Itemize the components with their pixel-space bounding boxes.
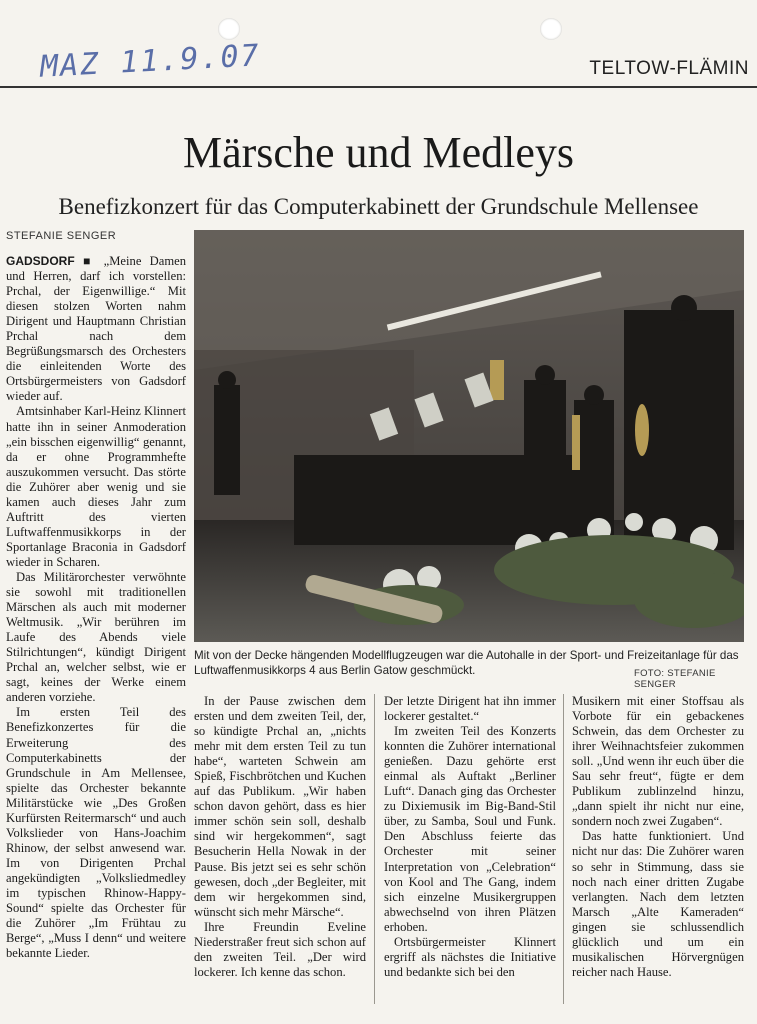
column-divider <box>374 694 375 1004</box>
paragraph: Ihre Freundin Eveline Niederstraßer freut sich schon auf den zweiten Teil. „Der wird lockerer. Ich kenne das schon. <box>194 919 366 979</box>
paragraph: Der letzte Dirigent hat ihn immer lockerer gestaltet.“ <box>384 694 556 724</box>
subheadline: Benefizkonzert für das Computerkabinett der Grundschule Mellensee <box>58 194 699 219</box>
header-rule <box>0 86 757 88</box>
punch-hole <box>218 18 240 40</box>
column-divider <box>563 694 564 1004</box>
paragraph: Ortsbürgermeister Klinnert ergriff als nächstes die Initiative und bedankte sich bei den <box>384 934 556 979</box>
photo-credit: FOTO: STEFANIE SENGER <box>634 668 716 690</box>
text-column-3 <box>384 694 556 980</box>
paragraph: Im ersten Teil des Benefizkonzertes für die Erweiterung des Computerkabinetts der Grundschule in Am Mellensee, spielte das Orchester bekannte Militärstücke wie „Des Großen Kurfürsten Reitermarsch“ und auch Volkslieder von Hans-Joachim Rhinow, der selbst anwesend war. Im von Dirigenten Prchal angekündigten „Volksliedmedley im typischen Rhinow-Happy-Sound“ spielte das Orchester für die Zuhörer „Im Frühtau zu Berge“, „Muss I denn“ und weitere bekannte Lieder. <box>6 705 186 961</box>
paragraph: Das Militärorchester verwöhnte sie sowohl mit traditionellen Märschen als auch mit moderner Weltmusik. „Wir berühren im Laufe des Abends viele Stilrichtungen“, kündigt Dirigent Prchal an, welcher selbst, wie er sagt, keines der Werke einem anderen vorziehe. <box>6 569 186 705</box>
paragraph: GADSDORF ■ „Meine Damen und Herren, darf ich vorstellen: Prchal, der Eigenwillige.“ Mit diesen stolzen Worten nahm Dirigent und Hauptmann Christian Prchal nach dem Begrüßungsmarsch des Orchesters die einleitenden Worte des Ortsbürgermeisters von Gadsdorf wieder auf. <box>6 254 186 404</box>
headline: Märsche und Medleys <box>182 128 574 177</box>
text-column-2 <box>194 694 366 980</box>
paragraph: Im zweiten Teil des Konzerts konnten die Zuhörer international genießen. Dazu gehörte erst einmal als Auftakt „Berliner Luft“. Danach ging das Orchester zu Dixiemusik im Big-Band-Stil über, zu Samba, Soul und Funk. Den Abschluss feierte das Orchester mit seiner Interpretation von „Celebration“ von Kool and The Gang, indem sich einzelne Musikergruppen abwechselnd von ihren Plätzen erhoben. <box>384 724 556 934</box>
concert-photo <box>194 230 744 642</box>
photo-caption: Mit von der Decke hängenden Modellflugzeugen war die Autohalle in der Sport- und Freizeitanlage für das Luftwaffenmusikkorps 4 aus Berlin Gatow geschmückt. <box>194 649 739 677</box>
byline: STEFANIE SENGER <box>6 230 117 242</box>
dateline: GADSDORF ■ <box>6 254 96 268</box>
paragraph: Amtsinhaber Karl-Heinz Klinnert hatte ihn in seiner Anmoderation „ein bisschen eigenwillig“ genannt, da er ohne Programmhefte auszukommen versucht. Das störte die Zuhörer aber wenig und sie kamen auch dieses Jahr zum Auftritt des vierten Luftwaffenmusikkorps in der Sportanlage Braconia in Gadsdorf wieder in Scharen. <box>6 404 186 569</box>
paragraph: In der Pause zwischen dem ersten und dem zweiten Teil, der, so kündigte Prchal an, „nichts mehr mit dem ersten Teil zu tun habe“, warteten Schwein am Spieß, Fischbrötchen und Kuchen auf das Publikum. „Wir haben schon davon gehört, dass es hier immer schön sein soll, deshalb sind wir hergekommen“, sagt Besucherin Hella Nowak in der Pause. Bis jetzt sei es sehr schön gewesen, doch „der Begleiter, mit dem wir hergekommen sind, wünscht sich mehr Märsche“. <box>194 694 366 919</box>
handwritten-note: MAZ 11.9.07 <box>39 38 262 85</box>
section-label: TELTOW-FLÄMIN <box>589 58 749 79</box>
text-column-1 <box>6 254 186 961</box>
paragraph: Musikern mit einer Stoffsau als Vorbote für ein gebackenes Schwein, das dem Orchester zu ihrer Weihnachtsfeier zukommen soll. „Und wenn ihr euch über die Sau sehr freut“, fügte er dem Publikum zublinzelnd hinzu, „dann spielt ihr nicht nur eine, sondern noch zwei Zugaben“. <box>572 694 744 829</box>
punch-hole <box>540 18 562 40</box>
paragraph: Das hatte funktioniert. Und nicht nur das: Die Zuhörer waren so sehr in Stimmung, dass sie noch nach einer dritten Zugabe verlangten. Nach dem letzten Marsch „Alte Kameraden“ gingen sie schlussendlich glücklich und um ein musikalischen Hörvergnügen reicher nach Hause. <box>572 829 744 979</box>
text-column-4 <box>572 694 744 980</box>
